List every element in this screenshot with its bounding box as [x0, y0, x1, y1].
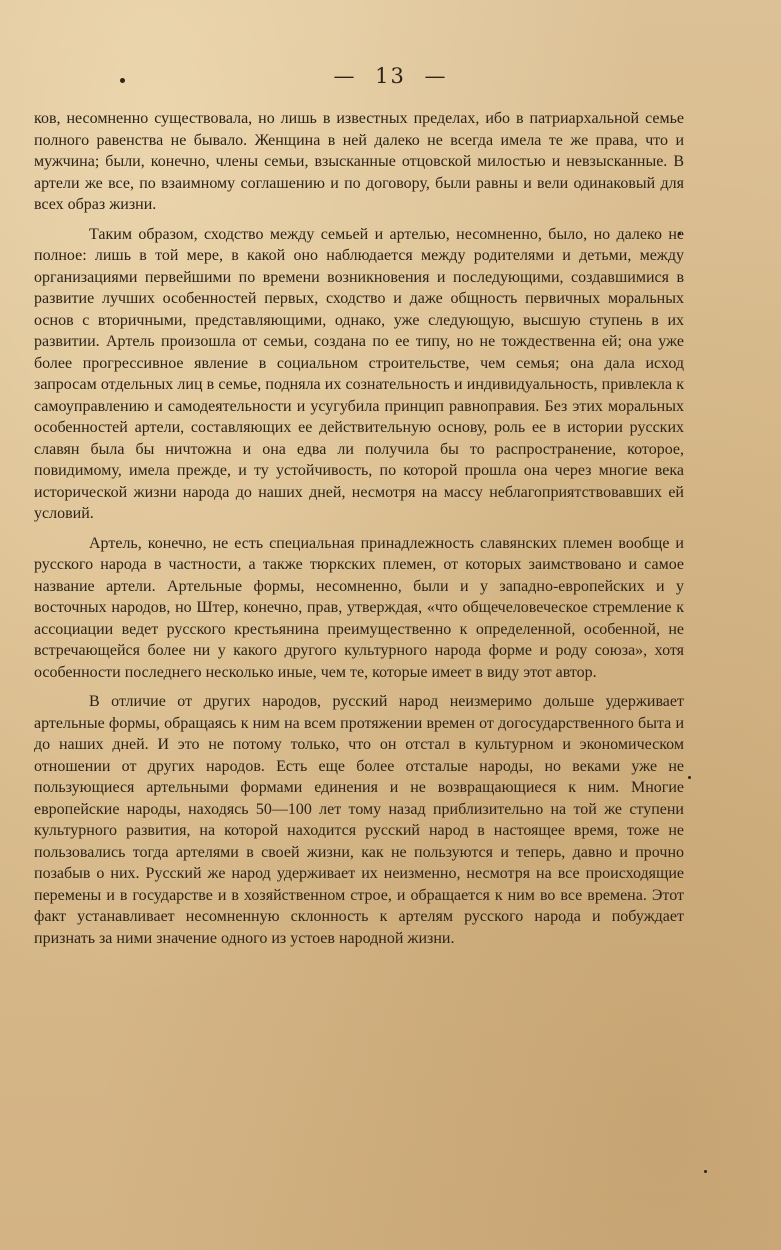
header-dash-right: —: [424, 64, 448, 88]
page-number-header: [0, 64, 781, 88]
body-text: [34, 108, 684, 949]
page-number: 13: [375, 64, 406, 88]
paragraph: Таким образом, сходство между семьей и артелью, несомненно, было, но далеко не полное: лишь в той мере, в какой оно наблюдается между родителями и детьми, между организациями первейшими по времени возникновения и последующими, создавшимися в развитие лучших особенностей первых, сходство и даже общность первичных моральных основ с вторичными, представляющими, однако, уже следующую, высшую ступень в их развитии. Артель произошла от семьи, создана по ее типу, но не тождественна ей; она уже более прогрессивное явление в социальном строительстве, чем семья; она дала исход запросам отдельных лиц в семье, подняла их сознательность и индивидуальность, привлекла к самоуправлению и самодеятельности и усугубила принцип равноправия. Без этих моральных особенностей артели, составляющих ее действительную основу, роль ее в истории русских славян была бы ничтожна и она едва ли получила бы то распространение, которое, повидимому, имела прежде, и ту устойчивость, по которой прошла она через многие века исторической жизни народа до наших дней, несмотря на массу неблагоприятствовавших ей условий.: [34, 225, 684, 522]
header-dash-left: —: [333, 64, 357, 88]
paragraph: Артель, конечно, не есть специальная принадлежность славянских племен вообще и русского народа в частности, а также тюркских племен, от которых заимствовано и самое название артели. Артельные формы, несомненно, были и у западно-европейских и у восточных народов, но Штер, конечно, прав, утверждая, «что общечеловеческое стремление к ассоциации ведет русского крестьянина преимущественно к определенной, особенной, не встречающейся более ни у какого другого культурного народа форме и роду союза», хотя особенности последнего несколько иные, чем те, которые имеет в виду этот автор.: [34, 534, 684, 681]
ink-speck-dot: [704, 1170, 707, 1173]
ink-speck-dot: [688, 776, 691, 779]
paragraph: В отличие от других народов, русский народ неизмеримо дольше удерживает артельные формы, обращаясь к ним на всем протяжении времен от догосударственного быта и до наших дней. И это не потому только, что он отстал в культурном и экономическом отношении от других народов. Есть еще более отсталые народы, но веками уже не пользующиеся артельными формами единения и не возвращающиеся к ним. Многие европейские народы, находясь 50—100 лет тому назад приблизительно на той же ступени культурного развития, на которой находится русский народ в настоящее время, тоже не пользовались тогда артелями в своей жизни, как не пользуются и теперь, давно и прочно позабыв о них. Русский же народ удерживает их неизменно, несмотря на все происходящие перемены и в государстве и в хозяйственном строе, и обращается к ним во все времена. Этот факт устанавливает несомненную склонность к артелям русского народа и побуждает признать за ними значение одного из устоев народной жизни.: [34, 693, 684, 947]
paragraph-continuation: ков, несомненно существовала, но лишь в известных пределах, ибо в патриархальной семье полного равенства не бывало. Женщина в ней далеко не всегда имела те же права, что и мужчина; были, конечно, члены семьи, взысканные отцовской милостью и невзысканные. В артели же все, по взаимному соглашению и по договору, были равны и вели одинаковый для всех образ жизни.: [34, 110, 684, 213]
